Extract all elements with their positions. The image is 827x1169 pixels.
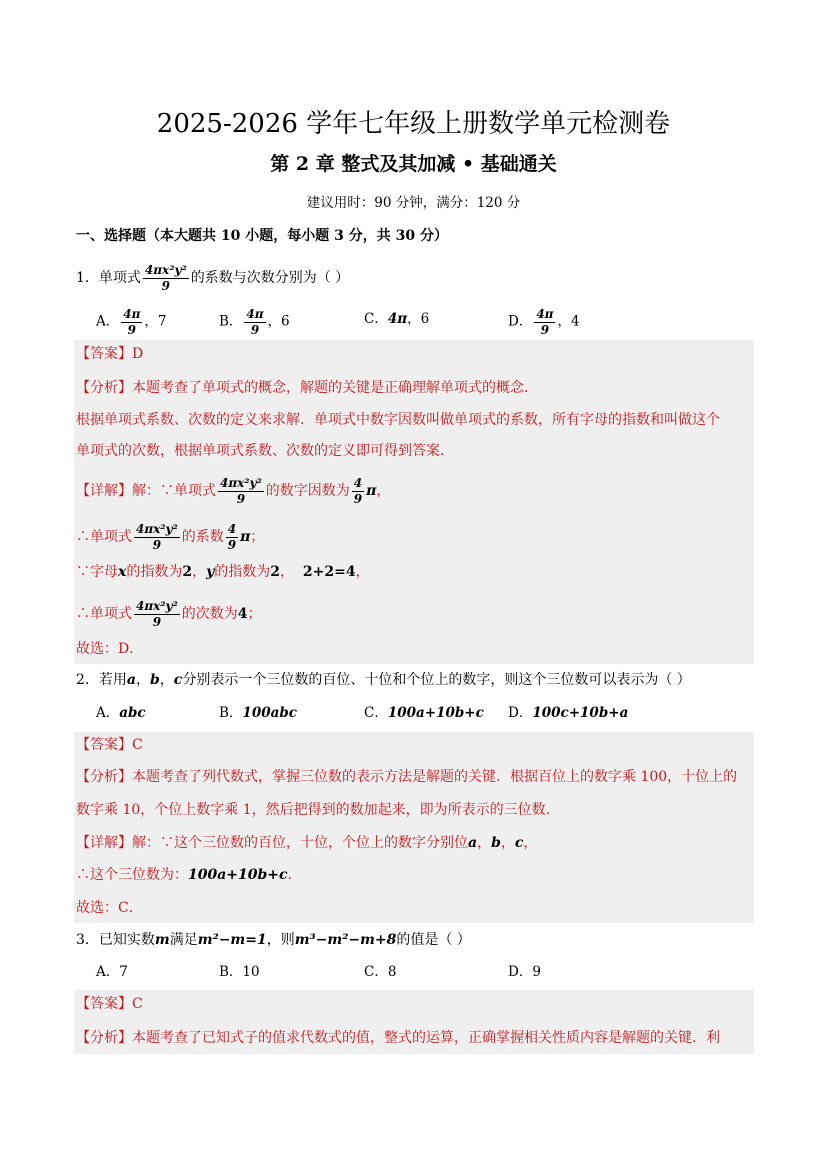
q2-analysis-2: 数字乘 10，个位上数字乘 1，然后把得到的数加起来，即为所表示的三位数． bbox=[76, 802, 560, 818]
frac-num: 4π bbox=[536, 307, 554, 321]
num: 2 bbox=[182, 564, 193, 580]
text: ； bbox=[247, 606, 262, 622]
option-label: A． bbox=[96, 313, 120, 330]
q3-analysis-1: 【分析】本题考查了已知式子的值求代数式的值，整式的运算，正确掌握相关性质内容是解题的关键．利 bbox=[76, 1030, 720, 1046]
frac-num: 4πx²y² bbox=[136, 522, 178, 536]
frac-den: 9 bbox=[250, 323, 260, 337]
frac-num: 4 bbox=[227, 522, 237, 536]
text: ∵字母 bbox=[76, 564, 118, 580]
text: 2．若用 bbox=[76, 672, 127, 688]
var: a bbox=[468, 835, 478, 851]
time-note: 建议用时：90 分钟，满分：120 分 bbox=[306, 195, 521, 211]
chapter-subtitle: 第 2 章 整式及其加减 • 基础通关 bbox=[270, 153, 557, 175]
frac-den: 9 bbox=[353, 492, 363, 506]
q1-detail-2 bbox=[76, 521, 264, 553]
q3-option-a: A．7 bbox=[96, 964, 128, 980]
text: ， bbox=[500, 835, 515, 851]
option-label: C． bbox=[364, 311, 388, 327]
option-label: D． bbox=[508, 313, 533, 330]
text: 的值是（ ） bbox=[396, 932, 471, 948]
expr: m³−m²−m+8 bbox=[294, 932, 397, 948]
frac-den: 9 bbox=[236, 492, 246, 506]
text: ∴单项式 bbox=[76, 529, 132, 545]
q1-detail-3 bbox=[76, 562, 370, 582]
option-label: A． bbox=[96, 705, 120, 721]
var: a bbox=[126, 672, 136, 688]
text: ； bbox=[250, 529, 265, 545]
var: c bbox=[514, 835, 524, 851]
pi-symbol: π bbox=[240, 529, 251, 545]
question-3 bbox=[76, 930, 471, 950]
var: b bbox=[150, 672, 160, 688]
text: 的次数为 bbox=[181, 606, 238, 622]
text: 的指数为 bbox=[126, 564, 183, 580]
frac-den: 9 bbox=[227, 538, 237, 552]
q1-frac-num: 4πx²y² bbox=[144, 263, 187, 277]
option-tail: ，6 bbox=[267, 313, 290, 330]
q2-option-d bbox=[508, 703, 628, 723]
q2-analysis-1: 【分析】本题考查了列代数式，掌握三位数的表示方法是解题的关键．根据百位上的数字乘 100，十位上的 bbox=[76, 769, 738, 785]
text: 分别表示一个三位数的百位、十位和个位上的数字，则这个三位数可以表示为（ ） bbox=[182, 672, 691, 688]
q1-option-a bbox=[96, 306, 166, 338]
frac-num: 4πx²y² bbox=[136, 599, 178, 613]
option-label: B． bbox=[219, 705, 243, 721]
option-tail: ，4 bbox=[557, 313, 580, 330]
text: ， bbox=[477, 835, 492, 851]
option-label: C． bbox=[364, 705, 388, 721]
frac-num: 4π bbox=[246, 307, 264, 321]
frac-den: 9 bbox=[540, 323, 550, 337]
option-value: 100c+10b+a bbox=[532, 705, 629, 721]
option-tail: ，6 bbox=[407, 311, 430, 327]
text: ， bbox=[280, 564, 294, 580]
option-label: B． bbox=[219, 313, 243, 330]
q1-option-d bbox=[508, 306, 580, 338]
text: 3．已知实数 bbox=[76, 932, 155, 948]
num: 2 bbox=[270, 564, 280, 580]
q3-option-c: C．8 bbox=[364, 964, 397, 980]
option-value: 100abc bbox=[242, 705, 298, 721]
text: 的指数为 bbox=[214, 564, 271, 580]
var: c bbox=[173, 672, 183, 688]
page-title: 2025-2026 学年七年级上册数学单元检测卷 bbox=[156, 109, 671, 139]
q1-analysis-1: 【分析】本题考查了单项式的概念，解题的关键是正确理解单项式的概念． bbox=[76, 380, 538, 396]
option-value: 100a+10b+c bbox=[387, 705, 484, 721]
expr: 2+2=4 bbox=[302, 564, 356, 580]
text: ，则 bbox=[266, 932, 295, 948]
frac-num: 4 bbox=[353, 476, 363, 490]
q1-frac-den: 9 bbox=[161, 279, 170, 293]
q1-analysis-2: 根据单项式系数、次数的定义来求解．单项式中数字因数叫做单项式的系数，所有字母的指数和叫做这个 bbox=[76, 412, 720, 428]
q2-option-a bbox=[96, 703, 146, 723]
num: 4 bbox=[237, 606, 248, 622]
pi-symbol: π bbox=[366, 483, 377, 499]
frac-den: 9 bbox=[127, 323, 136, 337]
q3-answer: 【答案】C bbox=[76, 996, 143, 1012]
var: x bbox=[118, 564, 127, 580]
section-title: 一、选择题（本大题共 10 小题，每小题 3 分，共 30 分） bbox=[76, 228, 448, 244]
q2-result: 故选：C． bbox=[76, 900, 143, 916]
text: 满足 bbox=[169, 932, 198, 948]
frac-num: 4πx²y² bbox=[220, 476, 262, 490]
text: ∴这个三位数为： bbox=[76, 867, 188, 883]
text: 【详解】解：∵单项式 bbox=[76, 483, 216, 499]
q2-option-c bbox=[364, 703, 484, 723]
option-tail: ，7 bbox=[144, 313, 167, 330]
var: y bbox=[206, 564, 215, 580]
q2-solution-box bbox=[74, 732, 754, 923]
q1-option-b bbox=[219, 306, 290, 338]
option-value: 4π bbox=[387, 311, 408, 327]
q2-answer: 【答案】C bbox=[76, 737, 143, 753]
text: ∴单项式 bbox=[76, 606, 132, 622]
frac-num: 4π bbox=[123, 307, 141, 321]
var: b bbox=[491, 835, 501, 851]
q3-option-d: D．9 bbox=[508, 964, 541, 980]
q1-fraction bbox=[143, 262, 189, 294]
text: ， bbox=[159, 672, 174, 688]
q2-option-b bbox=[219, 703, 297, 723]
var: m bbox=[154, 932, 170, 948]
q1-prefix: 1．单项式 bbox=[76, 270, 141, 286]
text: ， bbox=[192, 564, 207, 580]
text: ， bbox=[136, 672, 150, 688]
text: ， bbox=[523, 835, 538, 851]
q2-detail-2 bbox=[76, 865, 302, 885]
q1-suffix: 的系数与次数分别为（ ） bbox=[190, 270, 350, 286]
expr: m²−m=1 bbox=[197, 932, 267, 948]
text: 的系数 bbox=[181, 529, 224, 545]
text: 【详解】解：∵这个三位数的百位，十位，个位上的数字分别位 bbox=[76, 835, 468, 851]
q1-result: 故选：D． bbox=[76, 641, 144, 657]
q1-detail-1 bbox=[76, 475, 390, 507]
text: ， bbox=[355, 564, 370, 580]
text: 的数字因数为 bbox=[265, 483, 350, 499]
frac-den: 9 bbox=[152, 615, 162, 629]
question-2 bbox=[76, 670, 691, 690]
question-1 bbox=[76, 262, 349, 294]
q1-analysis-3: 单项式的次数，根据单项式系数、次数的定义即可得到答案． bbox=[76, 443, 454, 459]
option-value: abc bbox=[119, 705, 146, 721]
q3-option-b: B．10 bbox=[219, 964, 260, 980]
q2-detail-1 bbox=[76, 833, 537, 853]
q1-option-c bbox=[364, 309, 429, 329]
option-label: D． bbox=[508, 705, 533, 721]
text: ． bbox=[287, 867, 302, 883]
text: ， bbox=[376, 483, 391, 499]
frac-den: 9 bbox=[152, 538, 162, 552]
q1-detail-4 bbox=[76, 598, 262, 630]
expr: 100a+10b+c bbox=[188, 867, 288, 883]
q1-answer: 【答案】D bbox=[76, 346, 144, 362]
